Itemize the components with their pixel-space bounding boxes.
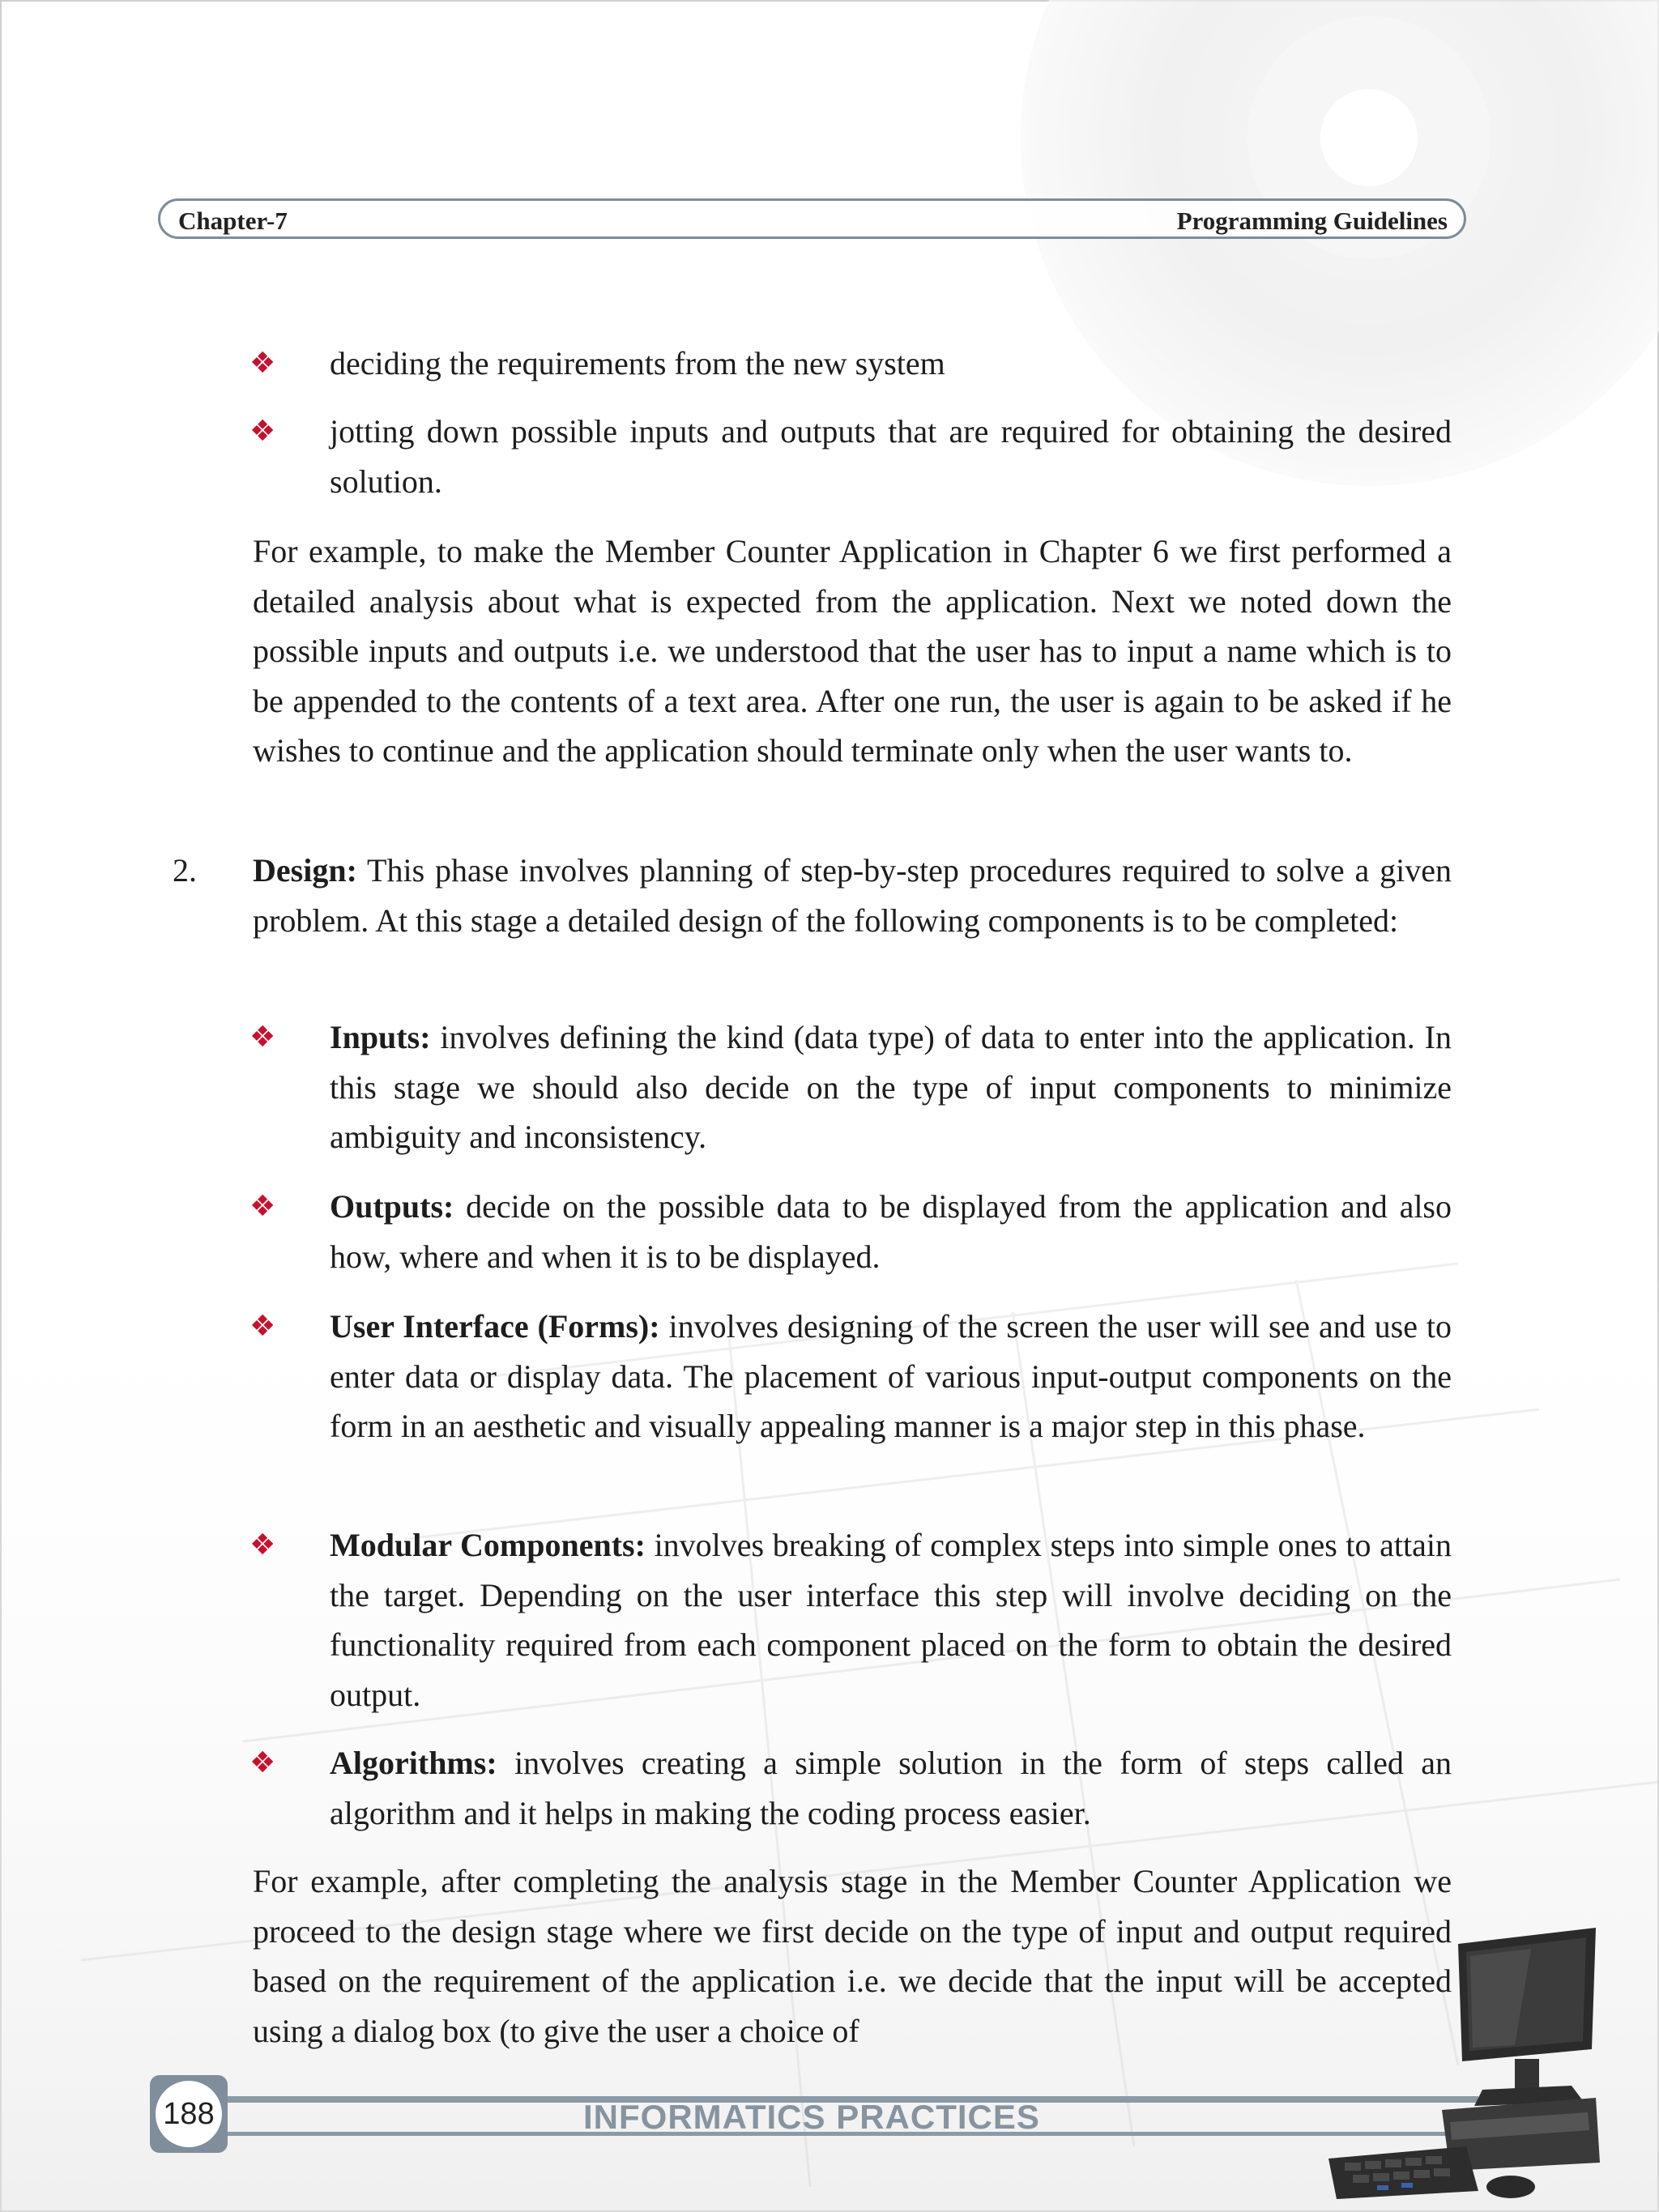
page-number: 188: [156, 2081, 222, 2147]
chapter-label: Chapter-7: [178, 207, 288, 235]
list-item-outputs: [330, 1182, 1452, 1281]
design-term: Design:: [253, 852, 357, 889]
list-item: jotting down possible inputs and outputs that are required for obtaining the desired solution.: [330, 413, 1452, 500]
desktop-computer-illustration: [1328, 1928, 1604, 2203]
list-item: deciding the requirements from the new system: [330, 345, 945, 381]
paragraph-example-design: For example, after completing the analysis stage in the Member Counter Application we proceed to the design stage where we first decide on the type of input and output required based on the requirement of the application i.e. we decide that the input will be accepted using a dialog box (to give the user a choice of: [253, 1863, 1452, 2049]
description: decide on the possible data to be displayed from the application and also how, where and when it is to be displayed.: [330, 1188, 1452, 1275]
list-number: 2.: [173, 852, 197, 889]
list-item-inputs: [330, 1012, 1452, 1162]
term: Modular Components:: [330, 1527, 646, 1563]
list-item-user-interface: [330, 1302, 1452, 1451]
description: involves breaking of complex steps into simple ones to attain the target. Depending on the user interface this step will involve deciding on the functionality required from each component placed on the form to obtain the desired output.: [330, 1527, 1452, 1713]
description: involves creating a simple solution in the form of steps called an algorithm and it helps in making the coding process easier.: [330, 1745, 1452, 1831]
page-number-badge: [150, 2075, 228, 2153]
description: involves designing of the screen the user will see and use to enter data or display data. The placement of various input-output components on the form in an aesthetic and visually appealing manner is a major step in this phase.: [330, 1308, 1452, 1444]
book-title: INFORMATICS PRACTICES: [583, 2098, 1040, 2136]
list-item-algorithms: [330, 1738, 1452, 1838]
bullet-icon: ❖: [249, 1528, 276, 1562]
term: Inputs:: [330, 1019, 431, 1055]
design-text: This phase involves planning of step-by-step procedures required to solve a given problem. At this stage a detailed design of the following components is to be completed:: [253, 852, 1452, 939]
paragraph-example-analysis: For example, to make the Member Counter Application in Chapter 6 we first performed a detailed analysis about what is expected from the application. Next we noted down the possible inputs and outputs i.e. we understood that the user has to input a name which is to be appended to the contents of a text area. After one run, the user is again to be asked if he wishes to continue and the application should terminate only when the user wants to.: [253, 533, 1452, 769]
bullet-icon: ❖: [249, 1190, 276, 1223]
term: Outputs:: [330, 1188, 454, 1225]
bullet-icon: ❖: [249, 347, 276, 380]
bullet-icon: ❖: [249, 1021, 276, 1054]
bullet-icon: ❖: [249, 1746, 276, 1779]
description: involves defining the kind (data type) of data to enter into the application. In this stage we should also decide on the type of input components to minimize ambiguity and inconsistency.: [330, 1019, 1452, 1155]
term: User Interface (Forms):: [330, 1308, 660, 1345]
term: Algorithms:: [330, 1745, 497, 1781]
bullet-icon: ❖: [249, 1310, 276, 1343]
list-item-modular-components: [330, 1520, 1452, 1720]
design-paragraph: [253, 846, 1452, 945]
section-title: Programming Guidelines: [1176, 207, 1448, 235]
bullet-icon: ❖: [249, 415, 276, 448]
